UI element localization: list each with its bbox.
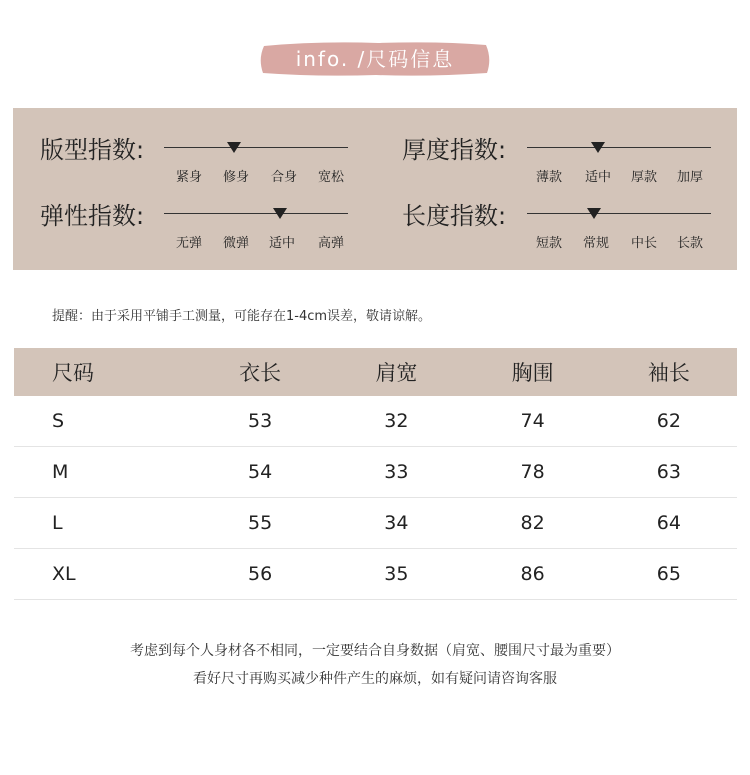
table-cell: 65 [601, 549, 737, 600]
index-option: 高弹 [318, 236, 345, 251]
footer-line-2: 看好尺寸再购买减少种件产生的麻烦，如有疑问请咨询客服 [193, 671, 557, 687]
table-cell: 64 [601, 498, 737, 549]
index-option: 修身 [223, 170, 250, 185]
table-cell: 86 [465, 549, 601, 600]
header-sleeve: 袖长 [601, 348, 737, 396]
index-option: 无弹 [176, 236, 203, 251]
fit-index-panel [13, 108, 737, 270]
table-cell: 34 [328, 498, 464, 549]
index-option: 适中 [269, 236, 296, 251]
size-cell: XL [14, 549, 192, 600]
table-row [14, 549, 737, 600]
table-cell: 74 [465, 396, 601, 447]
table-cell: 54 [192, 447, 328, 498]
size-cell: S [14, 396, 192, 447]
index-scale-line [164, 213, 348, 214]
index-option: 合身 [271, 170, 298, 185]
table-cell: 78 [465, 447, 601, 498]
table-cell: 82 [465, 498, 601, 549]
index-label: 弹性指数: [40, 202, 145, 230]
index-option: 宽松 [318, 170, 345, 185]
index-option: 短款 [536, 236, 563, 251]
index-option: 中长 [631, 236, 658, 251]
index-option: 常规 [583, 236, 610, 251]
table-cell: 55 [192, 498, 328, 549]
header-shoulder: 肩宽 [328, 348, 464, 396]
index-scale-line [527, 147, 711, 148]
index-marker-icon [587, 208, 601, 219]
index-marker-icon [273, 208, 287, 219]
index-option: 适中 [585, 170, 612, 185]
section-title: info. /尺码信息 [295, 47, 455, 71]
header-length: 衣长 [192, 348, 328, 396]
size-table [14, 348, 737, 600]
header-chest: 胸围 [465, 348, 601, 396]
index-label: 长度指数: [402, 202, 507, 230]
index-option: 厚款 [631, 170, 658, 185]
index-label: 厚度指数: [402, 136, 507, 164]
size-cell: M [14, 447, 192, 498]
index-option: 加厚 [677, 170, 704, 185]
header-size: 尺码 [14, 348, 192, 396]
measurement-note: 提醒：由于采用平铺手工测量，可能存在1-4cm误差，敬请谅解。 [52, 309, 432, 324]
table-row [14, 447, 737, 498]
index-scale-line [527, 213, 711, 214]
index-option: 紧身 [176, 170, 203, 185]
size-cell: L [14, 498, 192, 549]
index-option: 长款 [677, 236, 704, 251]
table-cell: 33 [328, 447, 464, 498]
index-option: 微弹 [223, 236, 250, 251]
table-header-row [14, 348, 737, 396]
table-cell: 62 [601, 396, 737, 447]
table-cell: 32 [328, 396, 464, 447]
index-marker-icon [591, 142, 605, 153]
index-option: 薄款 [536, 170, 563, 185]
table-row [14, 498, 737, 549]
table-cell: 35 [328, 549, 464, 600]
table-cell: 56 [192, 549, 328, 600]
index-scale-line [164, 147, 348, 148]
section-banner [258, 40, 492, 78]
table-cell: 53 [192, 396, 328, 447]
index-label: 版型指数: [40, 136, 145, 164]
index-marker-icon [227, 142, 241, 153]
footer-line-1: 考虑到每个人身材各不相同，一定要结合自身数据（肩宽、腰围尺寸最为重要） [130, 643, 620, 659]
table-cell: 63 [601, 447, 737, 498]
table-row [14, 396, 737, 447]
